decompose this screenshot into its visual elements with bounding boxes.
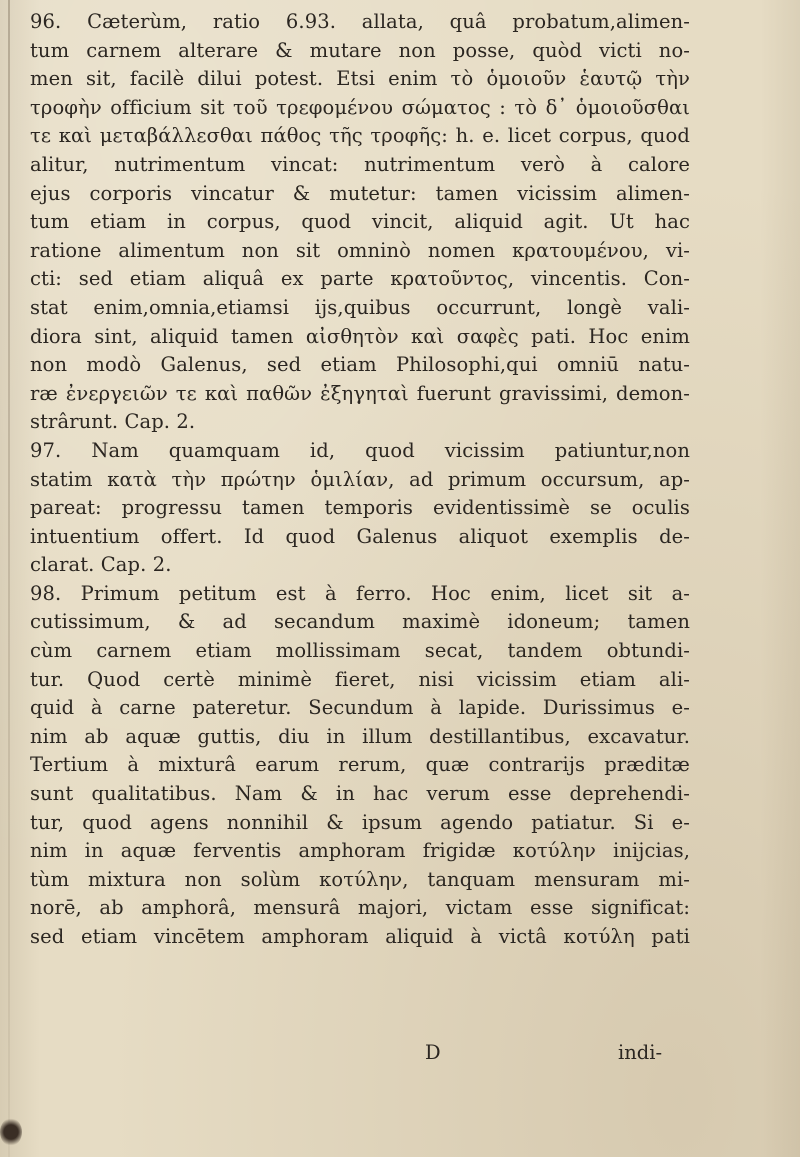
text-line: 98. Primum petitum est à ferro. Hoc enim, licet sit a- bbox=[30, 581, 690, 605]
text-line: cùm carnem etiam mollissimam secat, tandem obtundi- bbox=[30, 639, 690, 663]
text-line: tum etiam in corpus, quod vincit, aliquid agit. Ut hac bbox=[30, 210, 690, 234]
text-line: clarat. Cap. 2. bbox=[30, 553, 172, 577]
text-line: stat enim,omnia,etiamsi ijs,quibus occurrunt, longè vali- bbox=[30, 295, 690, 319]
page-text bbox=[30, 8, 690, 952]
text-line: tur. Quod certè minimè fieret, nisi vicissim etiam ali- bbox=[30, 667, 690, 691]
text-line: ræ ἐνεργειῶν τε καὶ παθῶν ἐξηγηταὶ fuerunt gravissimi, demon- bbox=[30, 381, 690, 405]
text-line: intuentium offert. Id quod Galenus aliquot exemplis de- bbox=[30, 524, 690, 548]
text-line: τροφὴν officium sit τοῦ τρεφομένου σώματος : τὸ δ᾽ ὁμοιοῦσθαι bbox=[30, 95, 690, 119]
text-line: tur, quod agens nonnihil & ipsum agendo patiatur. Si e- bbox=[30, 810, 690, 834]
text-line: Tertium à mixturâ earum rerum, quæ contrarijs præditæ bbox=[30, 753, 690, 777]
catchword: indi- bbox=[618, 1041, 663, 1064]
text-line: statim κατὰ τὴν πρώτην ὁμιλίαν, ad primum occursum, ap- bbox=[30, 467, 690, 491]
text-line: tum carnem alterare & mutare non posse, quòd victi no- bbox=[30, 38, 690, 62]
text-line: sed etiam vincētem amphoram aliquid à victâ κοτύλη pati bbox=[30, 925, 690, 948]
text-line: ratione alimentum non sit omninò nomen κρατουμένου, vi- bbox=[30, 238, 690, 262]
text-line: nim ab aquæ guttis, diu in illum destillantibus, excavatur. bbox=[30, 724, 690, 748]
text-line: pareat: progressu tamen temporis evidentissimè se oculis bbox=[30, 496, 690, 520]
page-footer bbox=[0, 1039, 800, 1069]
text-line: non modò Galenus, sed etiam Philosophi,qui omniū natu- bbox=[30, 353, 690, 377]
text-line: τε καὶ μεταβάλλεσθαι πάθος τῆς τροφῆς: h. e. licet corpus, quod bbox=[30, 124, 690, 148]
text-line: 97. Nam quamquam id, quod vicissim patiuntur,non bbox=[30, 438, 690, 462]
signature-mark: D bbox=[425, 1041, 441, 1064]
text-line: strârunt. Cap. 2. bbox=[30, 410, 196, 434]
text-line: cutissimum, & ad secandum maximè idoneum; tamen bbox=[30, 610, 690, 634]
text-line: diora sint, aliquid tamen αἰσθητὸν καὶ σαφὲς pati. Hoc enim bbox=[30, 324, 690, 348]
text-line: quid à carne pateretur. Secundum à lapide. Durissimus e- bbox=[30, 696, 690, 720]
ink-blot bbox=[0, 1118, 22, 1146]
text-line: sunt qualitatibus. Nam & in hac verum esse deprehendi- bbox=[30, 782, 690, 806]
text-line: tùm mixtura non solùm κοτύλην, tanquam mensuram mi- bbox=[30, 867, 690, 891]
text-line: ejus corporis vincatur & mutetur: tamen vicissim alimen- bbox=[30, 181, 690, 205]
text-line: men sit, facilè dilui potest. Etsi enim τὸ ὁμοιοῦν ἑαυτῷ τὴν bbox=[30, 67, 690, 91]
text-line: cti: sed etiam aliquâ ex parte κρατοῦντος, vincentis. Con- bbox=[30, 267, 690, 291]
binding-shadow bbox=[8, 0, 10, 1157]
text-line: nim in aquæ ferventis amphoram frigidæ κοτύλην inijcias, bbox=[30, 839, 690, 863]
text-line: 96. Cæterùm, ratio 6.93. allata, quâ probatum,alimen- bbox=[30, 10, 690, 33]
text-line: norē, ab amphorâ, mensurâ majori, victam esse significat: bbox=[30, 896, 690, 920]
text-line: alitur, nutrimentum vincat: nutrimentum verò à calore bbox=[30, 152, 690, 176]
